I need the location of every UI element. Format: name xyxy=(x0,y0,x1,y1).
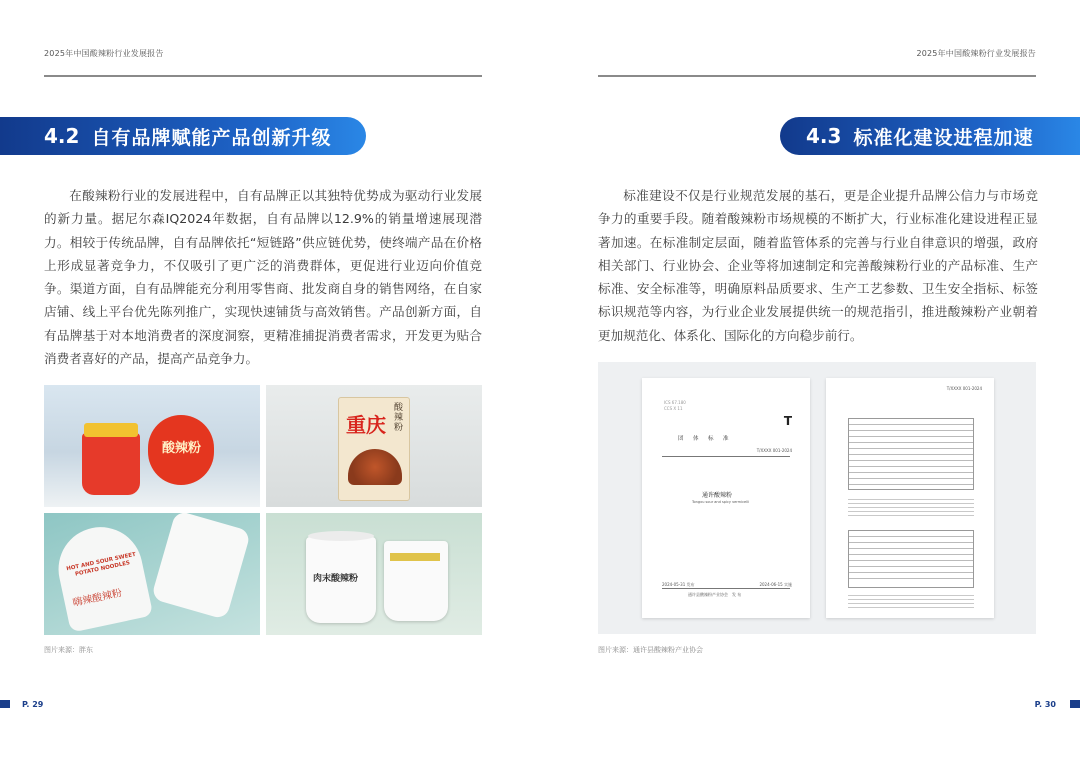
cover-header: 团 体 标 准 xyxy=(678,436,731,442)
page-number: P. 29 xyxy=(22,700,44,709)
section-banner xyxy=(780,117,1080,155)
cover-issuer: 通许县酸辣粉产业协会 发 布 xyxy=(688,592,742,597)
cup-label-cn: 嗨辣酸辣粉 xyxy=(71,587,124,610)
bag-brand: 重庆 xyxy=(346,413,386,437)
table-page-code: T/XXXX 001-2024 xyxy=(946,386,982,391)
section-banner xyxy=(0,117,366,155)
product-photo-grid xyxy=(44,385,482,635)
section-number: 4.2 xyxy=(44,124,80,148)
cover-letter: T xyxy=(783,414,792,428)
standard-cover-page: ICS 67.180 CCS X 11 T 团 体 标 准 T/XXXX 001-2024 通许酸辣粉 Tongxu sour and spicy vermicelli 2024-05-31 发布 2024-06-15 实施 通许县酸辣粉产业协会 发 布 xyxy=(642,378,810,618)
section-title: 自有品牌赋能产品创新升级 xyxy=(91,126,332,149)
photo-chongqing-bag xyxy=(266,385,482,507)
spec-table-1 xyxy=(848,418,974,490)
body-paragraph: 标准建设不仅是行业规范发展的基石，更是企业提升品牌公信力与市场竞争力的重要手段。随着酸辣粉市场规模的不断扩大，行业标准化建设进程正显著加速。在标准制定层面，随着监管体系的完善与行业自律意识的增强，政府相关部门、行业协会、企业等将加速制定和完善酸辣粉行业的产品标准、生产标准、安全标准等，明确原料品质要求、生产工艺参数、卫生安全指标、标签标识规范等内容，为行业企业发展提供统一的规范指引，推进酸辣粉产业朝着更加规范化、体系化、国际化的方向稳步前行。 xyxy=(598,188,1038,343)
section-number: 4.3 xyxy=(806,124,842,148)
cover-code: T/XXXX 001-2024 xyxy=(756,448,792,453)
photo-caption: 图片来源：通许县酸辣粉产业协会 xyxy=(598,646,703,654)
bag-side-label: 酸辣粉 xyxy=(394,403,404,433)
right-page xyxy=(540,0,1080,759)
cup-label-meat: 肉末酸辣粉 xyxy=(313,574,359,584)
folio-marker xyxy=(0,700,10,708)
running-head: 2025年中国酸辣粉行业发展报告 xyxy=(44,49,164,58)
photo-red-cup-noodles xyxy=(44,385,260,507)
page-number: P. 30 xyxy=(1034,700,1056,709)
header-rule xyxy=(44,75,482,77)
standard-document-photo xyxy=(598,362,1036,634)
cup-label: 酸辣粉 xyxy=(162,441,202,456)
cup-label-en: HOT AND SOUR SWEET POTATO NOODLES xyxy=(65,551,137,578)
cover-implement-date: 2024-06-15 实施 xyxy=(759,582,792,587)
body-paragraph: 在酸辣粉行业的发展进程中，自有品牌正以其独特优势成为驱动行业发展的新力量。据尼尔森IQ2024年数据，自有品牌以12.9%的销量增速展现潜力。相较于传统品牌，自有品牌依托“短链路”供应链优势，使终端产品在价格上形成显著竞争力，不仅吸引了更广泛的消费群体，更促进行业迈向价值竞争。渠道方面，自有品牌能充分利用零售商、批发商自身的销售网络，在自家店铺、线上平台优先陈列推广，实现快速铺货与高效销售。产品创新方面，自有品牌基于对本地消费者的深度洞察，更精准捕捉消费者需求，开发更为贴合消费者喜好的产品，提高产品竞争力。 xyxy=(44,188,482,367)
photo-meat-noodle-cups xyxy=(266,513,482,635)
section-title: 标准化建设进程加速 xyxy=(853,126,1034,149)
cover-title: 通许酸辣粉 xyxy=(702,492,733,499)
running-head: 2025年中国酸辣粉行业发展报告 xyxy=(916,49,1036,58)
photo-caption: 图片来源：胖东 xyxy=(44,646,93,654)
folio-marker xyxy=(1070,700,1080,708)
cover-subtitle: Tongxu sour and spicy vermicelli xyxy=(692,500,750,504)
standard-table-page xyxy=(826,378,994,618)
cover-publish-date: 2024-05-31 发布 xyxy=(662,582,695,587)
spec-table-2 xyxy=(848,530,974,588)
photo-white-cups-teal xyxy=(44,513,260,635)
header-rule xyxy=(598,75,1036,77)
